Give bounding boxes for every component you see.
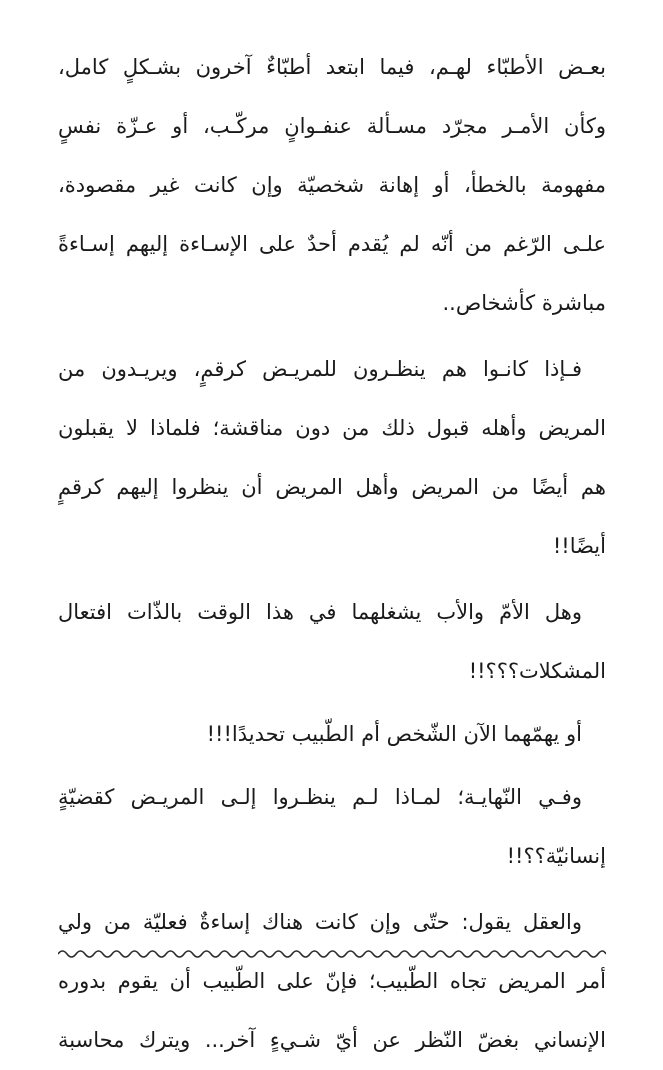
- book-page-text: [58, 38, 606, 1070]
- text-line: الإنساني بغضّ النّظر عن أيّ شـيءٍ آخر... ويترك محاسبة: [58, 1028, 606, 1052]
- text-line: علـى الرّغم من أنّه لم يُقدم أحدٌ على الإسـاءة إليهم إسـاءةً: [58, 232, 606, 256]
- text-line: أمر المريض تجاه الطّبيب؛ فإنّ على الطّبيب أن يقوم بدوره: [58, 969, 606, 993]
- text-line: المشكلات؟؟؟!!: [468, 659, 606, 683]
- paragraph: [58, 893, 606, 1070]
- text-line: والعقل يقول: حتّى وإن كانت هناك إساءةٌ فعليّة من ولي: [58, 910, 582, 934]
- paragraph: [58, 38, 606, 333]
- text-line: مباشرة كأشخاص..: [442, 291, 606, 315]
- text-line: مفهومة بالخطأ، أو إهانة شخصيّة وإن كانت غير مقصودة،: [58, 173, 606, 197]
- text-line: أو يهمّهما الآن الشّخص أم الطّبيب تحديدًا!!!: [206, 722, 582, 746]
- paragraph: [58, 768, 606, 886]
- text-line: وهل الأمّ والأب يشغلهما في هذا الوقت بالذّات افتعال: [58, 600, 582, 624]
- text-line: إنسانيّة؟؟!!: [506, 844, 606, 868]
- text-line: هم أيضًا من المريض وأهل المريض أن ينظروا إليهم كرقمٍ: [58, 475, 606, 499]
- text-line: بعـض الأطبّاء لهـم، فيما ابتعد أطبّاءٌ آخرون بشـكلٍ كامل،: [58, 55, 606, 79]
- text-line: وفـي النّهايـة؛ لمـاذا لـم ينظـروا إلـى المريـض كقضيّةٍ: [58, 785, 582, 809]
- wavy-separator: [58, 947, 606, 961]
- paragraph: [58, 340, 606, 576]
- paragraph: [58, 705, 606, 764]
- paragraph: [58, 583, 606, 701]
- text-line: أيضًا!!: [552, 534, 606, 558]
- text-line: المريض وأهله قبول ذلك من دون مناقشة؛ فلماذا لا يقبلون: [58, 416, 606, 440]
- text-line: وكأن الأمـر مجرّد مسـألة عنفـوانٍ مركّـب، أو عـزّة نفسٍ: [58, 114, 606, 138]
- text-line: فـإذا كانـوا هم ينظـرون للمريـض كرقمٍ، ويريـدون من: [58, 357, 582, 381]
